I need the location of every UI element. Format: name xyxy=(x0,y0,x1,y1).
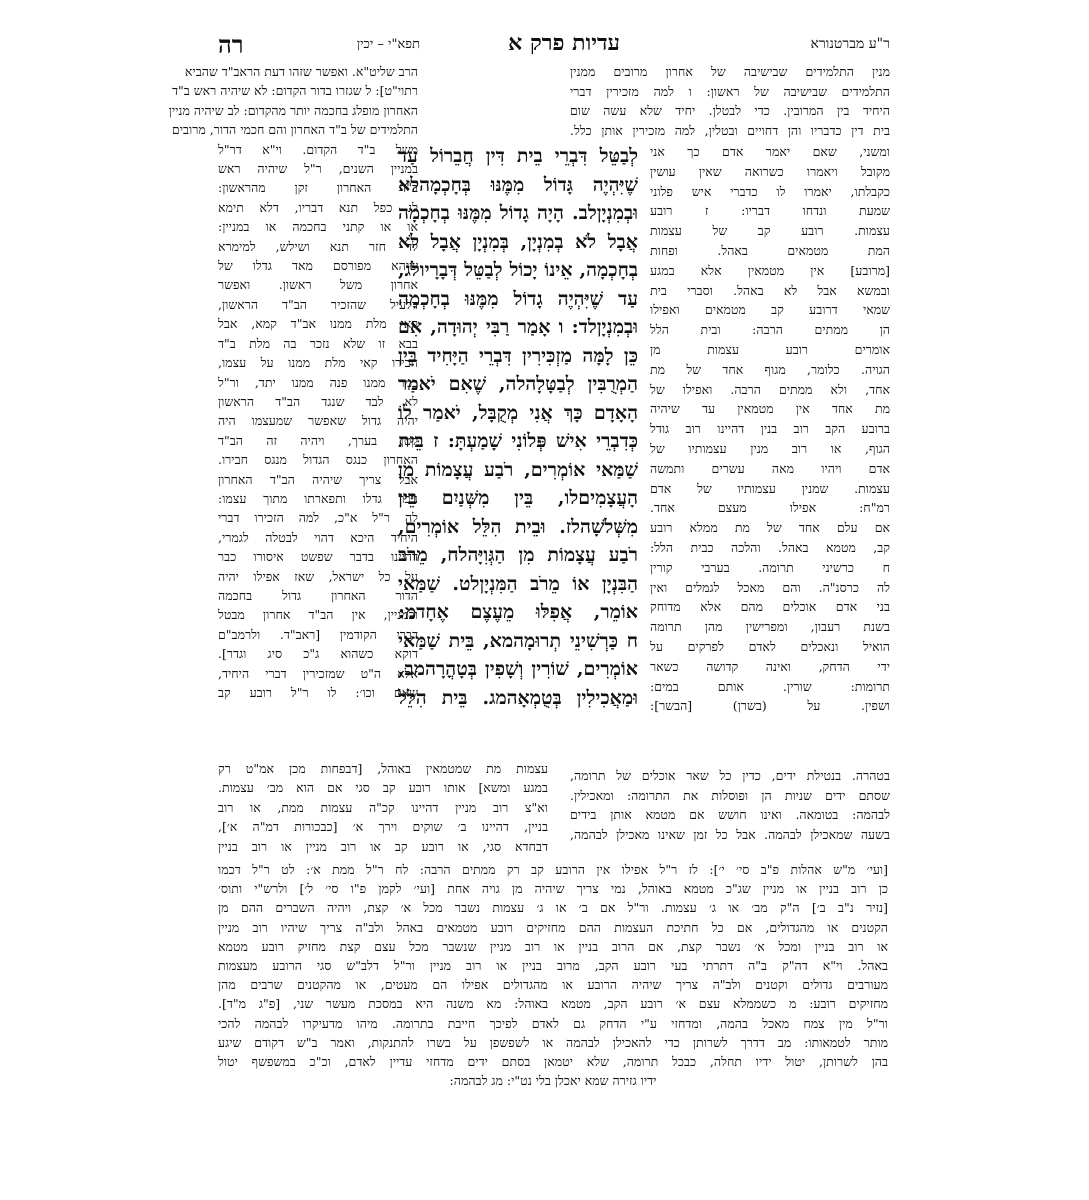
text-line: הגויה. כלומר, מגוף אחד של מת xyxy=(650,361,890,377)
text-line: הָעֲצָמִיםלו, בֵּין מִשְּׁנַיִם בֵּין xyxy=(398,487,638,509)
text-line: ח כרשיני תרומה. בערבי קורין xyxy=(650,559,890,575)
text-line: ומשני, שאם יאמר אדם כך אני xyxy=(650,144,890,159)
text-line: בבא זו שלא נזכר בה מלת ב"ד xyxy=(218,335,418,351)
bartenura-commentary-top xyxy=(570,62,890,140)
text-line: יהיה גדול שאפשר שמעצמו היה xyxy=(218,413,418,429)
text-line: רֹבַע עֲצָמוֹת מִן הַגְּוִיָּהלח, מֵרֹב xyxy=(398,544,638,566)
text-line: ב"ד האחרון זקן מהראשון: xyxy=(218,180,418,196)
text-line: היחיד היכא דהוי לבטלה לגמרי, xyxy=(218,529,418,545)
tiferet-yisrael-column xyxy=(168,62,418,702)
text-line: הדור האחרון גדול בחכמה xyxy=(218,587,418,603)
text-line: [נזיר נ"ב ב׳] ה"ק מב׳ או ג׳ עצמות. ור"ל אם ב׳ או ג׳ עצמות נשבר מכל א׳ קצת, ויהיה השברים ההם מן xyxy=(218,900,888,916)
text-line: אֲבָל לֹא בְמִנְיָן, בְּמִנְיָן אֲבָל לֹא xyxy=(398,230,638,253)
text-line: [מרובע] אין מטמאין אלא במגע xyxy=(650,262,890,278)
text-line: שמעת ונדחו דבריו: ז רובע xyxy=(650,203,890,219)
text-line: מִשְּׁלֹשָׁהלז. וּבֵית הִלֵּל אוֹמְרִים, xyxy=(398,515,638,538)
text-line: האחרון מופלג בחכמה יותר מהקדום: לב שיהיה מניין xyxy=(168,102,418,118)
text-line: בהן לשרותן, יטול ידיו תחלה, כבכל תרומה, שלא יטמאן בסתם ידים מדחזי עדיין לאדם, וכ"כ במשפשף יטול xyxy=(218,1054,888,1070)
text-line: הן ממתים הרבה: ובית הלל xyxy=(650,322,890,338)
text-line: התלמידים של ב"ד האחרון והם חכמי הדור, מרובים xyxy=(171,122,418,138)
text-line: ור"ל מין צמח מאכל בהמה, ומדחזי ע"י הדחק גם לאדם לפיכך חייבת בתרומה. מיהו מדעיקרו לבהמה להכי xyxy=(218,1015,888,1031)
commentary-running-head: ר"ע מברטנורא xyxy=(810,36,890,52)
text-line: וּבְמִנְיָןלד: ו אָמַר רַבִּי יְהוּדָה, אִם xyxy=(398,316,638,338)
text-line: רמ"ח: אפילו מעצם אחד. xyxy=(650,500,890,516)
page-header xyxy=(200,30,890,60)
text-line: הגוף, או רוב מנין עצמותיו של xyxy=(650,440,890,456)
text-line: שסתם ידים שניות הן ופוסלות את התרומה: ומאכילין. xyxy=(570,787,890,803)
text-line: עצמות. רובע קב של עצמות xyxy=(650,223,890,239)
text-line: הָאָדָם כָּךְ אֲנִי מְקֻבָּל, יֹאמַר לוֹ xyxy=(398,401,638,424)
text-line: הרב שליט"א. ואפשר שזהו דעת הראב"ד שהביא xyxy=(184,64,418,79)
text-line: כקבלתו, יאמרו לו כדברי איש פלוני xyxy=(650,183,890,199)
text-line: דוקא כשהוא ג"כ סיג וגדר]. xyxy=(218,646,418,662)
bartenura-commentary-column xyxy=(650,142,890,716)
text-line: לְבַטֵּל דִּבְרֵי בֵית דִּין חֲבֵרוֹל עַד xyxy=(398,145,638,167)
text-line: על כל ישראל, שאז אפילו יהיה xyxy=(218,568,418,584)
text-line: אבל צריך שיהיה הב"ד האחרון xyxy=(218,471,418,487)
text-line: דברי הקודמין [ראב"ד. ולרמב"ם xyxy=(218,626,418,642)
book-page xyxy=(168,0,890,1200)
mishnah-text xyxy=(398,142,638,712)
text-line: או רוב בניין ומכל א׳ נשבר קצת, אם הרוב בניין או רוב מניין שנשבר מכל עצם קצת מחזיק רובע מטמא xyxy=(218,938,888,954)
text-line: וּבְמִנְיָןלב. הָיָה גָדוֹל מִמֶּנּוּ בְחָכְמָה xyxy=(398,202,638,224)
text-line: אחרון משל ראשון. ואפשר xyxy=(218,277,418,293)
text-line: עצמות. שמנין עצמותיו של אדם xyxy=(650,480,890,496)
text-line: משל ב"ד הקדום. וי"א דר"ל xyxy=(218,141,418,157)
text-line: מעורבים גדולים וקטנים ולב"ה צריך שיהיה הרובע או מהגדולים אפילו הם מעטים, או מהקטנים שרבים מהן xyxy=(218,977,888,993)
text-line: אוֹמְרִים, שׁוֹרִין וְשָׁפִין בְּטָהֳרָהמב, xyxy=(398,658,638,680)
text-line: תרומות: שורין. אותם במים: xyxy=(650,678,890,694)
tractate-title: עדיות פרק א xyxy=(508,30,620,56)
text-line: הַמְרֻבִּין לְבַטָּלָהלה, שֶׁאִם יֹאמַר xyxy=(398,373,638,395)
text-line: אומרים רובע עצמות מן xyxy=(650,341,890,357)
text-line: ידי הדחק, ואינה קדושה כשאר xyxy=(650,658,890,674)
text-line: כן רוב בניין או מניין שג"כ מטמא באוהל, נמי צריך שיהיה מן גויה אחת [ועי׳ לקמן פ"ו סי׳ ל׳] ולרש"י ותוס׳ xyxy=(218,881,888,897)
text-line: לה כרסנ"ה. והם מאכל לגמלים ואין xyxy=(650,579,890,595)
text-line: קאי מלת ממנו אב"ד קמא, אבל xyxy=(218,316,418,332)
text-line: אדם ויהיו מאה עשרים ותמשה xyxy=(650,460,890,476)
text-line: ברובע הקב רוב בנין דהיינו רוב גודל xyxy=(650,421,890,437)
text-line: שיהא מפורסם מאד גדלו של xyxy=(218,258,418,274)
text-line: שַׁמַּאי אוֹמְרִים, רֹבַע עֲצָמוֹת מִן xyxy=(398,458,638,481)
text-line: בית דין כדבריו והן דחויים ובטלין, למה מזכירין אותן כלל. xyxy=(570,122,890,138)
text-line: אלא ה"ט שמזכירין דברי היחיד, xyxy=(218,665,418,681)
text-line: במניין השנים, ר"ל שיהיה ראש xyxy=(218,161,418,177)
text-line: אוֹמֵר, אֲפִלּוּ מֵעֶצֶם אֶחָדמ: xyxy=(398,601,638,623)
text-line: שאם וכו׳: לו ר"ל רובע קב xyxy=(218,685,418,700)
text-line: כמו ממנו פנה ממנו יתד, ור"ל xyxy=(218,374,418,390)
text-line: קב, מטמא באהל. והלכה כבית הלל: xyxy=(650,539,890,555)
text-line: כְּדִבְרֵי אִישׁ פְּלוֹנִי שָׁמַעְתָּ: ז בֵּית xyxy=(398,430,638,452)
text-line: עַד שֶׁיִּהְיֶה גָדוֹל מִמֶּנּוּ בְחָכְמָה xyxy=(398,287,638,310)
text-line: בְחָכְמָה, אֵינוֹ יָכוֹל לְבַטֵּל דְּבָרָיולג, xyxy=(398,259,638,281)
text-line: ידיו גזירה שמא יאכלן בלי נט"י: מג לבהמה: xyxy=(449,1073,657,1089)
text-line: לה ר"ל א"כ, למה הזכירו דברי xyxy=(218,510,418,526)
text-line: לג כפל תנא דבריו, דלא תימא xyxy=(218,199,418,215)
text-line: במגע ומשא] אותו רובע קב סגי אם הוא מב׳ עצמות. xyxy=(218,780,548,796)
text-line: מת אחד אין מטמאין עד שיהיה xyxy=(650,401,890,417)
page-number: רה xyxy=(218,30,244,59)
text-line: התלמידים שבישיבה של ראשון: ו למה מזכירין דברי xyxy=(570,83,890,99)
text-line: הקטנים או מהגדולים, אם כל חתיכת העצמות ההם מחזיקים רובע מטמאים באהל ולב"ה צריך שיהיו רוב מניין xyxy=(218,919,888,935)
text-line: רתוי"ט]: ל שגזרו בדור הקדום: לא שיהיה ראש ב"ד xyxy=(172,83,418,99)
text-line: האחרון כנגס הגדול מנגס חבירו. xyxy=(218,452,418,468)
commentary-range-label: תפא"י – יכין xyxy=(356,37,420,52)
text-line: בשנת רעבון, ומפרישין מהן תרומה xyxy=(650,619,890,635)
bottom-commentary xyxy=(218,860,888,1090)
text-line: אם עלם אחד של מת ממלא רובע xyxy=(650,520,890,536)
text-line: מחזיקים רובע: מ כשממלא עצם א׳ רובע הקב, מטמא באוהל: מא משנה היא במסכת מעשר שני, [פ"ג מ"ד]. xyxy=(218,996,888,1012)
text-line: ניכר גדלו ותפארתו מתוך עצמו: xyxy=(218,490,418,506)
text-line: בטהרה. בנטילת ידים, כדין כל שאר אוכלים של תרומה, xyxy=(570,768,890,783)
text-line: חבירו קאי מלת ממנו על עצמו, xyxy=(218,355,418,371)
text-line: דהיינו בדבר שפשט איסורו כבר xyxy=(218,549,418,565)
text-line: אחד, ולא ממתים הרבה. ואפילו של xyxy=(650,381,890,397)
text-line: דבחדא סגי, או רובע קב או רוב מניין או רוב בניין xyxy=(218,838,548,854)
text-line: לד חזר תנא ושילש, למימרא xyxy=(218,238,418,254)
text-line: הַבִּנְיָן אוֹ מֵרֹב הַמִּנְיָןלט. שַׁמַּאי xyxy=(398,572,638,595)
text-line: בשעה שמאכילן לבהמה. אבל כל זמן שאינו מאכילן לבהמה, xyxy=(570,826,890,842)
text-line: לבהמה: בטומאה. ואינו חושש אם מטמא אותן בידים xyxy=(570,807,890,823)
text-line: וּמַאֲכִילִין בְּטֻמְאָהמג. בֵּית הִלֵּל xyxy=(398,686,638,709)
text-line: [ועי׳ מ"ש אהלות פ"ב סי׳ י׳]: לז ר"ל אפילו אין הרובע קב רק ממתים הרבה: לח ר"ל ממת א׳: לט ר"ל דכמו xyxy=(218,862,888,877)
text-line: או או קתני בחכמה או במניין: xyxy=(218,219,418,235)
text-line: מקובל ויאמרו כשרואה שאין עושין xyxy=(650,163,890,179)
bartenura-commentary-bottom xyxy=(570,766,890,844)
text-line: הואיל ונאכלים לאדם לפרקים על xyxy=(650,638,890,654)
text-line: ובמניין, אין הב"ד אחרון מבטל xyxy=(218,607,418,623)
text-line: עצמות מת שמטמאין באוהל, [דבפחות מכן אמ"ט רק xyxy=(218,761,548,776)
text-line: היחיד בין המרובין. כדי לבטלן. יחיד שלא עשה שום xyxy=(570,103,890,119)
text-line: מנין התלמידים שבישיבה של אחרון מרובים ממנין xyxy=(570,64,890,79)
tiferet-yisrael-wide xyxy=(218,759,548,856)
text-line: כֵּן לָמָּה מַזְכִּירִין דִּבְרֵי הַיָּחִיד בֵּין xyxy=(398,344,638,367)
text-line: ושפין. על (בשרן) [הבשר]: xyxy=(650,698,890,714)
text-line: דלעיל שהזכיר הב"ד הראשון, xyxy=(218,296,418,312)
text-line: קטן בערך, ויהיה זה הב"ד xyxy=(218,432,418,448)
text-line: וא"צ רוב מניין דהיינו קכ"ה עצמות ממת, או רוב xyxy=(218,799,548,815)
text-line: באהל. וי"א דה"ק ב"ה דתרתי בעי רובע הקב, מרוב בניין או רוב מניין ור"ל דלב"ש סגי הרובע מעצמות xyxy=(218,958,888,974)
text-line: שמאי דרובע קב מטמאים ואפילו xyxy=(650,302,890,318)
text-line: בניין, דהיינו ב׳ שוקים וירך א׳ [כבכורות דמ"ה א׳], xyxy=(218,819,548,835)
text-line: ובמשא אבל לא באהל. וסברי בית xyxy=(650,282,890,298)
text-line: מותר לטמאותו: מב דדרך לשרותן כדי להאכילן לבהמה או לשפשפן על בשרו להתנקות, ואמר ב"ש דקודם שיגע xyxy=(218,1034,888,1050)
text-line: המת מטמאים באהל. ופחות xyxy=(650,242,890,258)
text-line: לא לבד שנגד הב"ד הראשון xyxy=(218,393,418,409)
text-line: ח כַּרְשִׁינֵי תְרוּמָהמא, בֵּית שַׁמַּאי xyxy=(398,629,638,652)
text-line: שֶׁיִּהְיֶה גָּדוֹל מִמֶּנּוּ בְּחָכְמָהלא xyxy=(398,173,638,196)
text-line: בני אדם אוכלים מהם אלא מדוחק xyxy=(650,599,890,615)
